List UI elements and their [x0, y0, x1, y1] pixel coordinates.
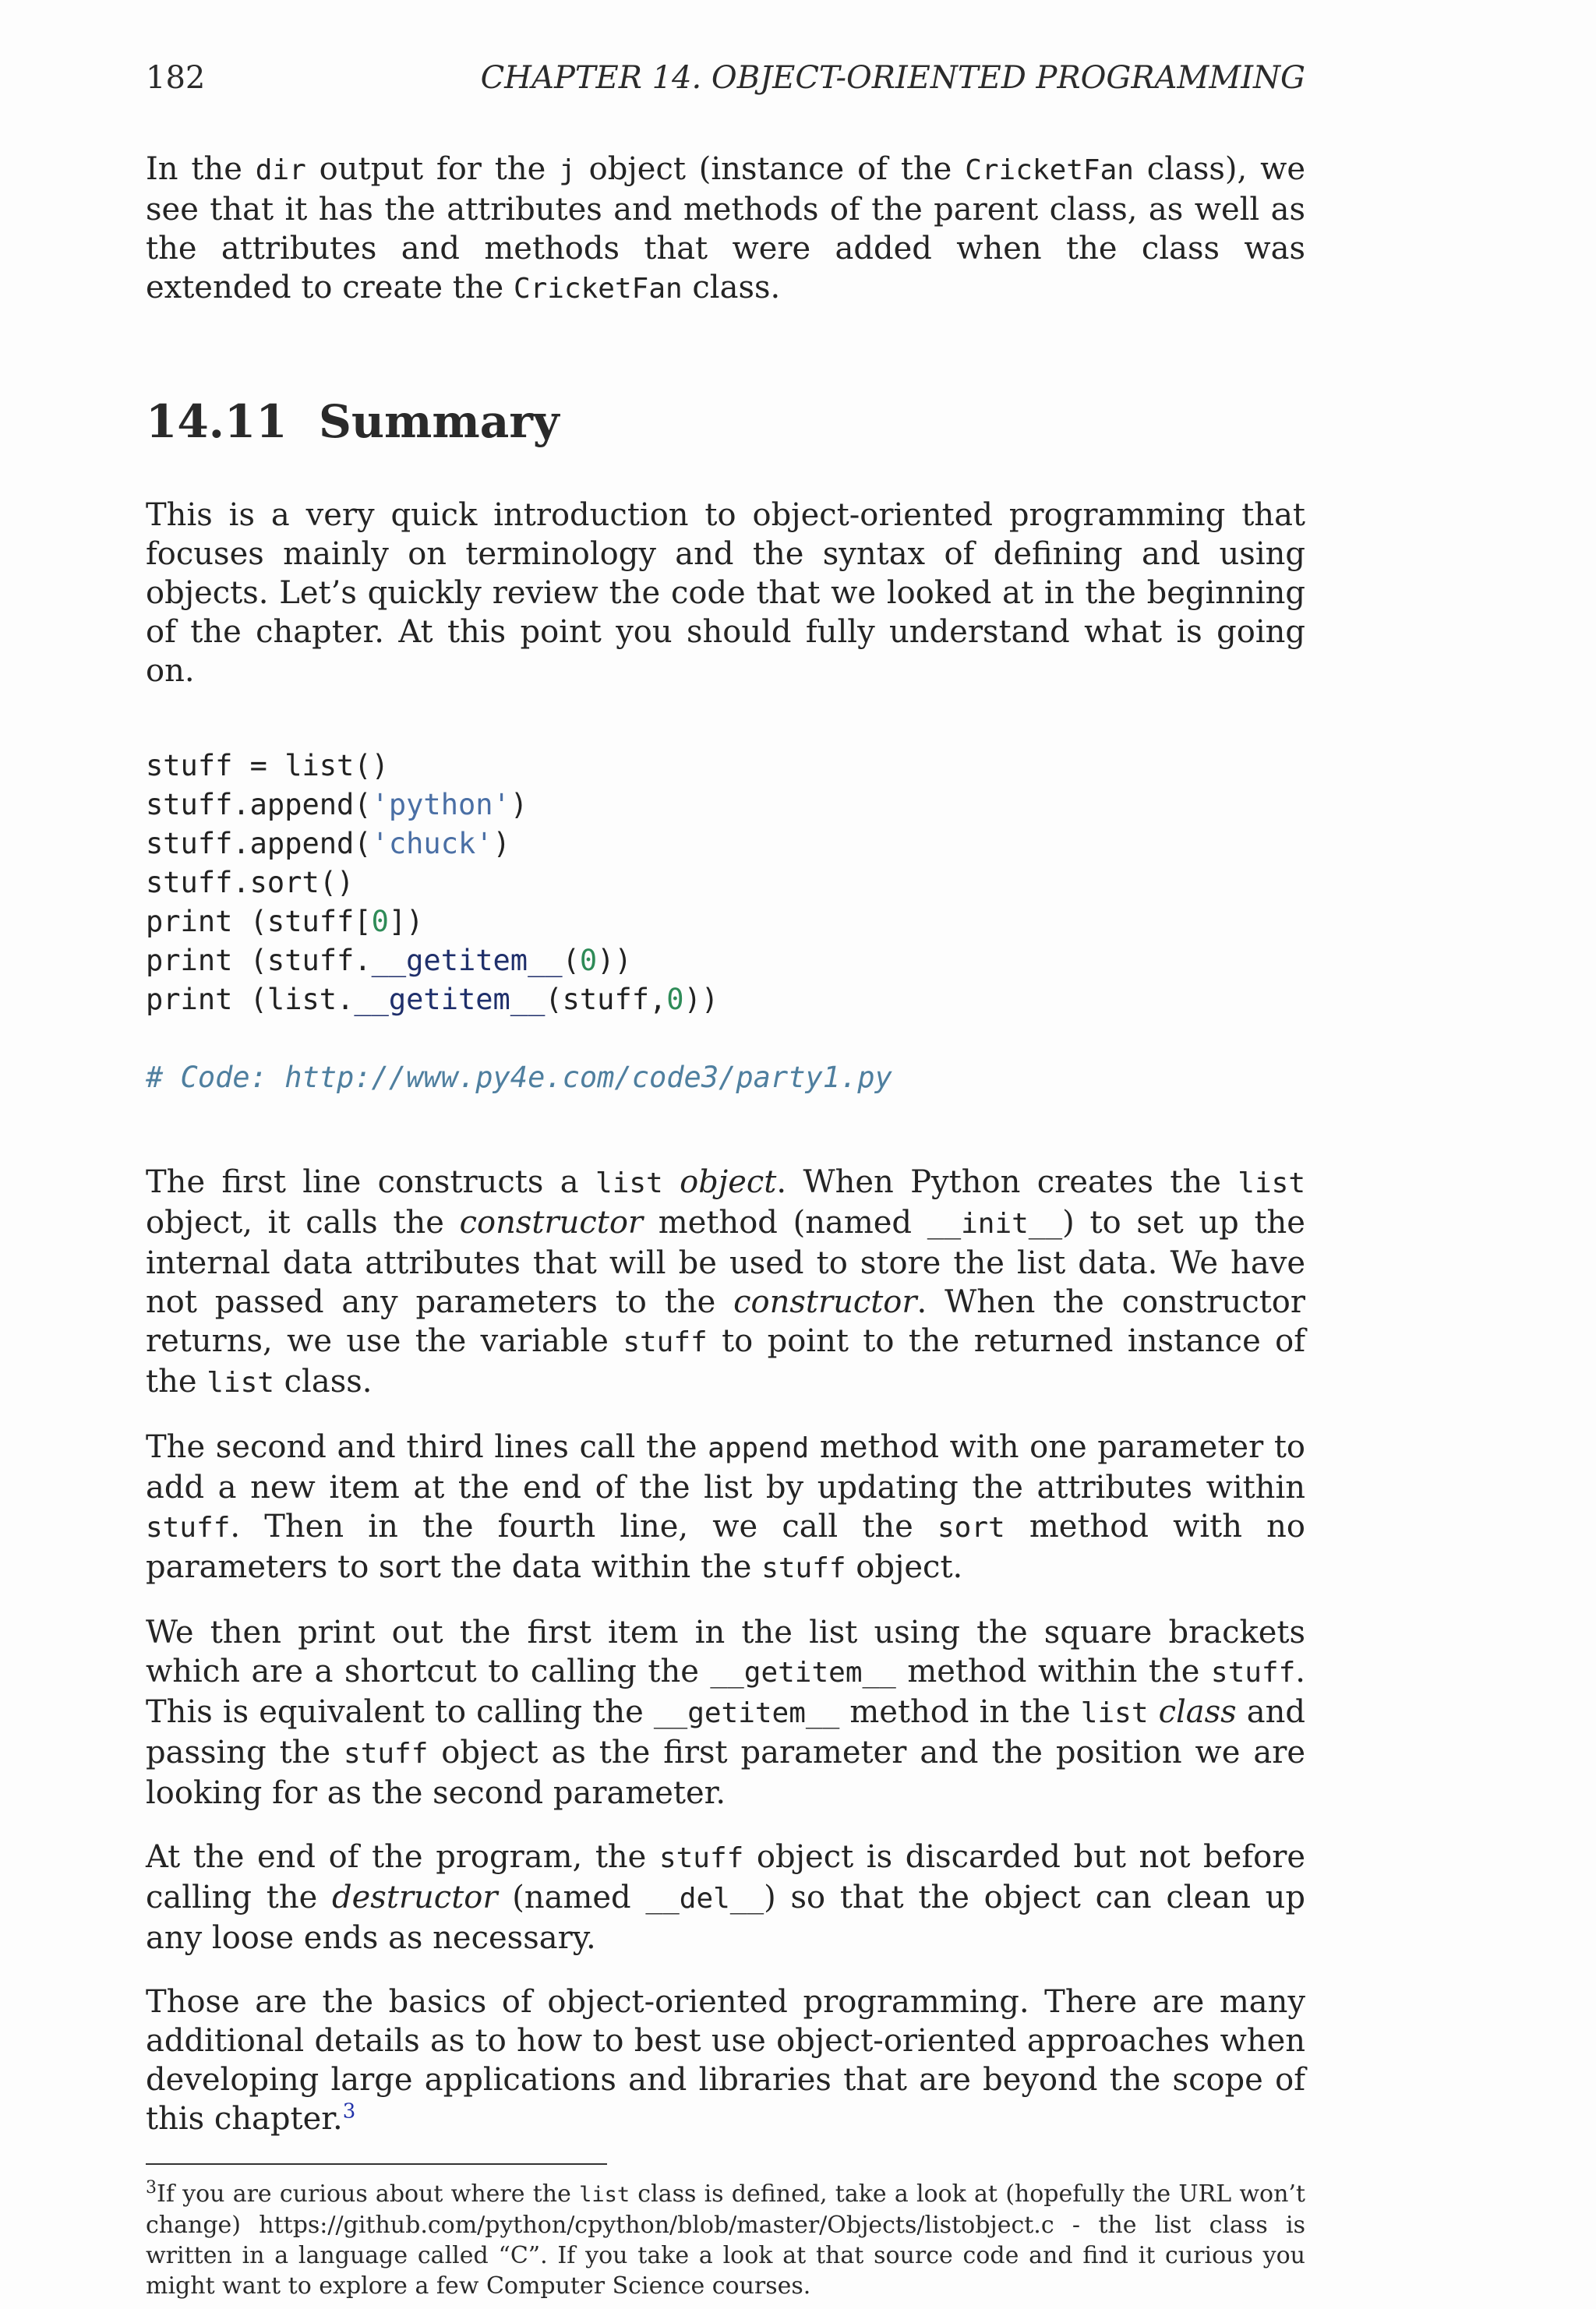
text: In the: [146, 151, 256, 187]
text: class.: [682, 270, 781, 305]
text: method within the: [895, 1654, 1211, 1689]
text: We then print out the first item in the list using the square brackets which are a shortcut to calling the: [146, 1615, 1305, 1689]
code-line: stuff.sort(): [146, 866, 355, 899]
code-text: )): [683, 983, 719, 1016]
text: . Then in the fourth line, we call the: [230, 1509, 937, 1545]
inline-code: CricketFan: [513, 273, 683, 305]
summary-paragraph: This is a very quick introduction to object-oriented programming that focuses mainly on terminology and the syntax of defining and using objects. Let’s quickly review the code that we looked at in the beginning of the chapter. At this point you should fully understand what is going on.: [146, 497, 1305, 689]
code-text: ): [510, 788, 528, 821]
string-literal: 'chuck': [371, 827, 493, 860]
inline-code: stuff: [344, 1738, 429, 1770]
text: The first line constructs a: [146, 1164, 596, 1200]
text: method with one parameter to add a new item at the end of the list by updating the attributes within: [146, 1429, 1305, 1506]
inline-code: list: [207, 1367, 274, 1399]
emphasis: constructor: [459, 1205, 644, 1241]
text: method in the: [839, 1694, 1081, 1730]
text: At the end of the program, the: [146, 1839, 659, 1875]
paragraph-destructor: [146, 1838, 1305, 1958]
code-text: (: [562, 944, 580, 977]
text: ) to set up the internal data attributes that will be used to store the list data. We have not passed any parameters to the: [146, 1205, 1305, 1320]
text: object, it calls the: [146, 1205, 460, 1241]
inline-code: stuff: [659, 1842, 744, 1874]
section-title: Summary: [319, 395, 560, 448]
text: class.: [274, 1364, 373, 1400]
inline-code: sort: [937, 1512, 1005, 1544]
code-text: stuff.append(: [146, 827, 372, 860]
intro-paragraph: [146, 150, 1305, 309]
dunder-name: __getitem__: [371, 944, 563, 977]
code-text: ): [493, 827, 510, 860]
string-literal: 'python': [371, 788, 510, 821]
section-number: 14.11: [146, 395, 288, 448]
code-text: print (stuff[: [146, 905, 372, 938]
text: . When Python creates the: [776, 1164, 1238, 1200]
code-text: print (stuff.: [146, 944, 372, 977]
inline-code: list: [1238, 1167, 1305, 1199]
emphasis: destructor: [332, 1880, 498, 1915]
text: object is discarded but not before calling the: [146, 1839, 1305, 1915]
paragraph-closing: [146, 1982, 1305, 2138]
text: class is defined, take a look at (hopefully the URL won’t change) https://github.com/python/cpython/blob/master/Objects/listobject.c - the list class is written in a language called “C”. If you take a look at that source code and find it curious you might want to explore a few Computer Science courses.: [146, 2180, 1305, 2300]
text: . When the constructor returns, we use the variable: [146, 1284, 1306, 1359]
text: output for the: [305, 151, 560, 187]
number-literal: 0: [579, 944, 598, 977]
inline-code: stuff: [761, 1552, 846, 1584]
code-text: )): [597, 944, 632, 977]
footnote: [146, 2179, 1305, 2301]
inline-code: stuff: [146, 1512, 231, 1544]
footnote-mark: 3: [146, 2178, 157, 2198]
number-literal: 0: [371, 905, 389, 938]
text: object as the first parameter and the position we are looking for as the second parameter.: [146, 1735, 1305, 1811]
dunder-name: __getitem__: [354, 983, 546, 1016]
text: Those are the basics of object-oriented programming. There are many additional details as to how to best use object-oriented approaches when developing large applications and libraries that are beyond the scope of this chapter.: [146, 1984, 1305, 2137]
inline-code: list: [1080, 1697, 1149, 1729]
inline-code: list: [595, 1167, 663, 1199]
inline-code: j: [559, 154, 576, 186]
section-heading: [146, 394, 1305, 449]
running-title: CHAPTER 14. OBJECT-ORIENTED PROGRAMMING: [480, 60, 1305, 96]
inline-code: append: [708, 1432, 810, 1464]
emphasis: class: [1158, 1694, 1237, 1730]
paragraph-first-line: [146, 1163, 1305, 1403]
inline-code: stuff: [623, 1326, 708, 1358]
inline-code: __init__: [927, 1208, 1063, 1240]
footnote-divider: [146, 2163, 607, 2165]
inline-code: __getitem__: [653, 1697, 840, 1729]
inline-code: stuff: [1210, 1657, 1296, 1689]
inline-code: list: [579, 2183, 630, 2207]
code-text: (stuff,: [545, 983, 667, 1016]
page-number: 182: [146, 60, 206, 96]
emphasis: object: [680, 1164, 777, 1200]
inline-code: __del__: [645, 1883, 764, 1915]
text: The second and third lines call the: [146, 1429, 708, 1465]
code-text: stuff.append(: [146, 788, 372, 821]
text: . This is equivalent to calling the: [146, 1654, 1305, 1730]
code-block: [146, 747, 1305, 1019]
text: object.: [846, 1549, 963, 1585]
code-comment: # Code: http://www.py4e.com/code3/party1.py: [146, 1061, 892, 1094]
paragraph-append: [146, 1428, 1305, 1588]
text: to point to the returned instance of the: [146, 1323, 1306, 1400]
inline-code: __getitem__: [710, 1657, 896, 1689]
code-text: ]): [388, 905, 424, 938]
inline-code: dir: [255, 154, 306, 186]
inline-code: CricketFan: [965, 154, 1134, 186]
page-content: [146, 150, 1305, 2301]
paragraph-getitem: [146, 1613, 1305, 1813]
text: method with no parameters to sort the data within the: [146, 1509, 1305, 1585]
text: If you are curious about where the: [157, 2180, 580, 2208]
code-text: print (list.: [146, 983, 355, 1016]
text: object (instance of the: [575, 151, 966, 187]
text: class), we see that it has the attributes and methods of the parent class, as well as the attributes and methods that were added when the class was extended to create the: [146, 151, 1305, 305]
text: method (named: [643, 1205, 927, 1241]
text: and passing the: [146, 1694, 1306, 1771]
number-literal: 0: [666, 983, 684, 1016]
text: (named: [497, 1880, 646, 1915]
code-line: stuff = list(): [146, 749, 389, 782]
emphasis: constructor: [733, 1284, 917, 1320]
footnote-reference[interactable]: 3: [342, 2099, 356, 2124]
text: ) so that the object can clean up any loose ends as necessary.: [146, 1880, 1306, 1956]
